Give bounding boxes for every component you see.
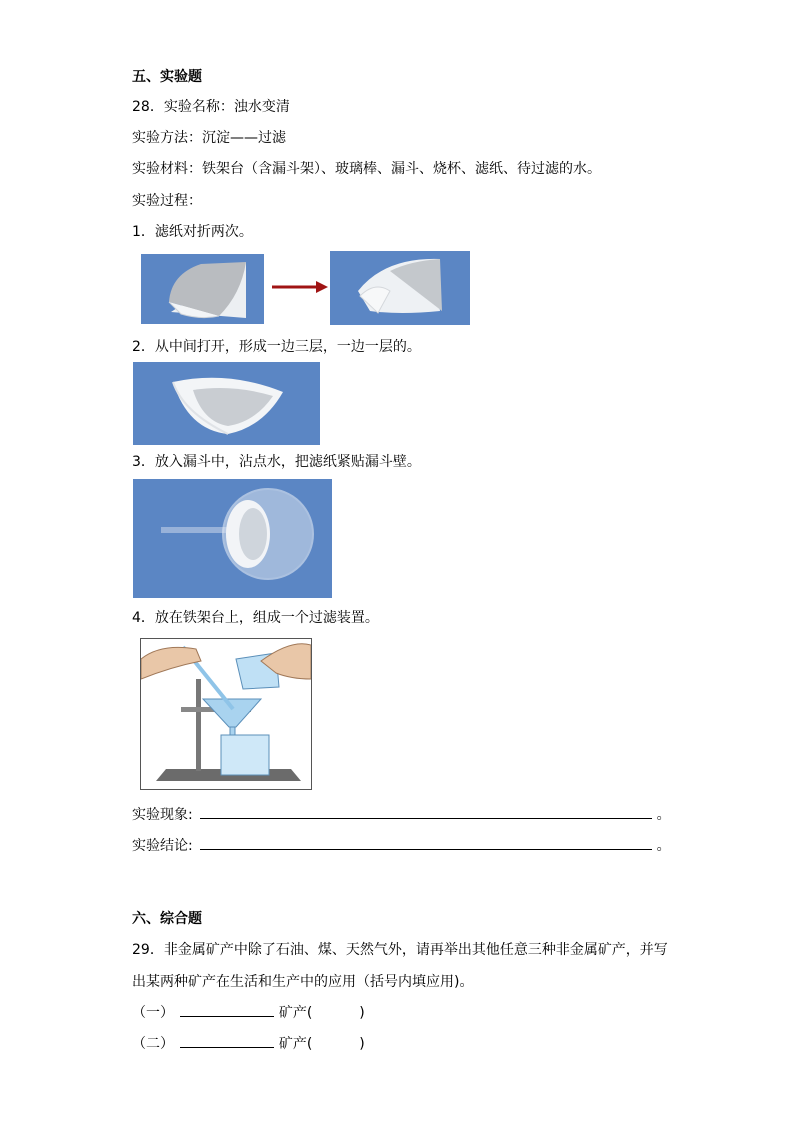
step-3: 3．放入漏斗中，沾点水，把滤纸紧贴漏斗壁。 bbox=[132, 454, 421, 470]
answer-1-prefix: （一） bbox=[132, 1005, 174, 1021]
q28-title: 28．实验名称：浊水变清 bbox=[132, 99, 290, 115]
q28-method: 实验方法：沉淀——过滤 bbox=[132, 130, 286, 146]
q28-materials: 实验材料：铁架台（含漏斗架）、玻璃棒、漏斗、烧杯、滤纸、待过滤的水。 bbox=[132, 161, 601, 177]
filtration-apparatus-image bbox=[140, 638, 312, 790]
answer-1-blank[interactable] bbox=[180, 1004, 274, 1017]
answer-row-2 bbox=[132, 1035, 365, 1053]
answer-2-prefix: （二） bbox=[132, 1036, 174, 1052]
conclusion-period: 。 bbox=[656, 838, 671, 854]
answer-1-suffix: 矿产( bbox=[278, 1005, 313, 1021]
answer-row-1 bbox=[132, 1004, 365, 1022]
conclusion-label: 实验结论: bbox=[132, 838, 193, 854]
answer-1-application-blank[interactable] bbox=[317, 1005, 355, 1017]
answer-2-suffix: 矿产( bbox=[278, 1036, 313, 1052]
conclusion-row bbox=[132, 837, 671, 855]
step-2: 2．从中间打开，形成一边三层，一边一层的。 bbox=[132, 339, 421, 355]
arrow-icon bbox=[272, 278, 328, 290]
funnel-image bbox=[133, 479, 332, 598]
q28-process-label: 实验过程： bbox=[132, 193, 202, 209]
step-4: 4．放在铁架台上，组成一个过滤装置。 bbox=[132, 610, 379, 626]
phenomenon-answer-blank[interactable] bbox=[200, 806, 652, 819]
answer-2-application-blank[interactable] bbox=[317, 1036, 355, 1048]
section-5-heading: 五、实验题 bbox=[132, 69, 202, 85]
folded-filter-paper-image bbox=[141, 254, 264, 324]
q29-line-2: 出某两种矿产在生活和生产中的应用（括号内填应用)。 bbox=[132, 974, 474, 990]
q29-line-1: 29．非金属矿产中除了石油、煤、天然气外，请再举出其他任意三种非金属矿产，并写 bbox=[132, 942, 668, 958]
conclusion-answer-blank[interactable] bbox=[200, 837, 652, 850]
answer-2-blank[interactable] bbox=[180, 1035, 274, 1048]
phenomenon-label: 实验现象: bbox=[132, 807, 193, 823]
section-6-heading: 六、综合题 bbox=[132, 911, 202, 927]
answer-1-close: ) bbox=[359, 1005, 365, 1021]
phenomenon-row bbox=[132, 806, 671, 824]
opened-filter-paper-image bbox=[133, 362, 320, 445]
step-1: 1．滤纸对折两次。 bbox=[132, 224, 253, 240]
cone-filter-paper-image bbox=[330, 251, 470, 325]
answer-2-close: ) bbox=[359, 1036, 365, 1052]
phenomenon-period: 。 bbox=[656, 807, 671, 823]
